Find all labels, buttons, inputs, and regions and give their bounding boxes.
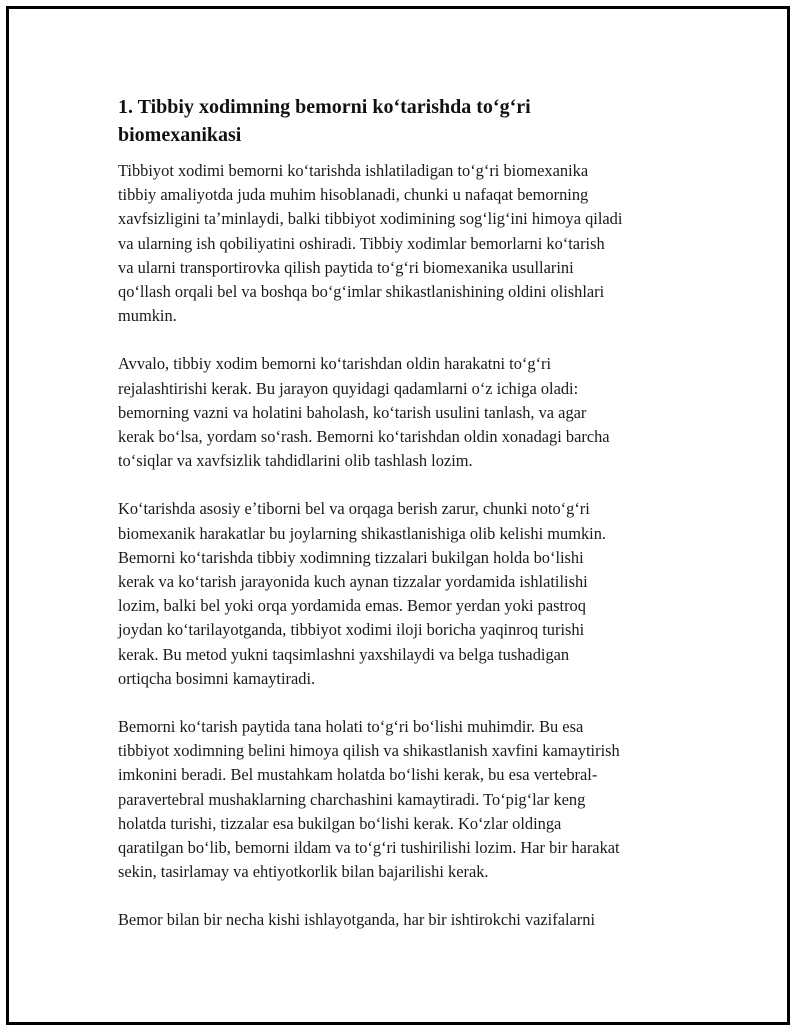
text-line: qoʻllash orqali bel va boshqa boʻgʻimlar shikastlanishining oldini olishlari: [118, 282, 605, 302]
text-line: lozim, balki bel yoki orqa yordamida emas. Bemor yerdan yoki pastroq: [118, 596, 586, 616]
text-line: imkonini beradi. Bel mustahkam holatda boʻlishi kerak, bu esa vertebral-: [118, 765, 598, 785]
paragraph-1: [118, 159, 698, 328]
text-line: sekin, tasirlamay va ehtiyotkorlik bilan bajarilishi kerak.: [118, 862, 489, 882]
text-line: paravertebral mushaklarning charchashini kamaytiradi. Toʻpigʻlar keng: [118, 789, 586, 809]
paragraph-3: [118, 497, 698, 691]
text-line: va ularning ish qobiliyatini oshiradi. Tibbiy xodimlar bemorlarni koʻtarish: [118, 233, 605, 253]
text-line: tibbiyot xodimning belini himoya qilish va shikastlanish xavfini kamaytirish: [118, 741, 620, 761]
document-body: [118, 93, 698, 957]
text-line: qaratilgan boʻlib, bemorni ildam va toʻgʻri tushirilishi lozim. Har bir harakat: [118, 838, 620, 858]
text-line: kerak boʻlsa, yordam soʻrash. Bemorni koʻtarishdan oldin xonadagi barcha: [118, 427, 610, 447]
text-line: Koʻtarishda asosiy eʼtiborni bel va orqaga berish zarur, chunki notoʻgʻri: [118, 499, 590, 519]
paragraph-2: [118, 352, 698, 473]
text-line: xavfsizligini taʼminlaydi, balki tibbiyot xodimining sogʻligʻini himoya qiladi: [118, 209, 623, 229]
text-line: mumkin.: [118, 306, 177, 326]
text-line: biomexanik harakatlar bu joylarning shikastlanishiga olib kelishi mumkin.: [118, 523, 606, 543]
title-line: biomexanikasi: [118, 124, 242, 146]
text-line: rejalashtirishi kerak. Bu jarayon quyidagi qadamlarni oʻz ichiga oladi:: [118, 378, 579, 398]
text-line: holatda turishi, tizzalar esa bukilgan boʻlishi kerak. Koʻzlar oldinga: [118, 813, 562, 833]
title-line: 1. Tibbiy xodimning bemorni koʻtarishda toʻgʻri: [118, 96, 531, 118]
text-line: Bemorni koʻtarishda tibbiy xodimning tizzalari bukilgan holda boʻlishi: [118, 547, 584, 567]
text-line: tibbiy amaliyotda juda muhim hisoblanadi, chunki u nafaqat bemorning: [118, 185, 589, 205]
text-line: kerak. Bu metod yukni taqsimlashni yaxshilaydi va belga tushadigan: [118, 644, 570, 664]
text-line: kerak va koʻtarish jarayonida kuch aynan tizzalar yordamida ishlatilishi: [118, 572, 588, 592]
text-line: Avvalo, tibbiy xodim bemorni koʻtarishdan oldin harakatni toʻgʻri: [118, 354, 552, 374]
text-line: Bemor bilan bir necha kishi ishlayotganda, har bir ishtirokchi vazifalarni: [118, 910, 596, 930]
text-line: joydan koʻtarilayotganda, tibbiyot xodimi iloji boricha yaqinroq turishi: [118, 620, 585, 640]
text-line: Tibbiyot xodimi bemorni koʻtarishda ishlatiladigan toʻgʻri biomexanika: [118, 161, 589, 180]
text-line: va ularni transportirovka qilish paytida toʻgʻri biomexanika usullarini: [118, 257, 574, 277]
paragraph-5: [118, 908, 698, 932]
paragraph-4: [118, 715, 698, 884]
text-line: bemorning vazni va holatini baholash, koʻtarish usulini tanlash, va agar: [118, 402, 587, 422]
section-title: [118, 93, 698, 149]
text-line: ortiqcha bosimni kamaytiradi.: [118, 668, 316, 688]
text-line: Bemorni koʻtarish paytida tana holati toʻgʻri boʻlishi muhimdir. Bu esa: [118, 717, 584, 737]
text-line: toʻsiqlar va xavfsizlik tahdidlarini olib tashlash lozim.: [118, 451, 473, 471]
